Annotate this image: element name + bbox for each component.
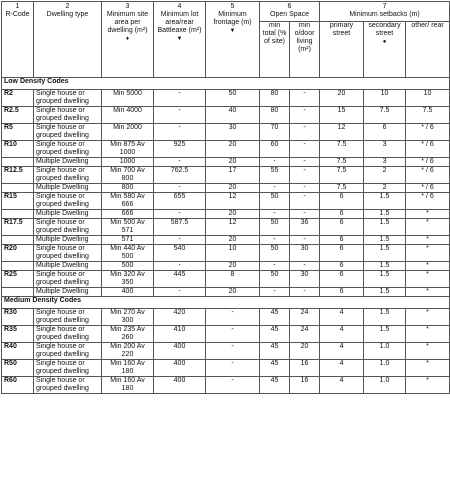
rcode-cell: R2.5 [2,107,34,124]
frontage-cell: 30 [206,124,260,141]
lot-area-cell: - [154,262,206,271]
lot-area-cell: 410 [154,326,206,343]
lot-area-cell: 655 [154,193,206,210]
table-row [2,219,450,236]
site-area-cell: 400 [102,288,154,297]
site-area-cell: 500 [102,262,154,271]
lot-area-cell: 400 [154,360,206,377]
primary-setback-cell: 20 [320,90,364,107]
dwelling-type-cell: Single house or grouped dwelling [34,326,102,343]
lot-area-cell: 445 [154,271,206,288]
table-row [2,107,450,124]
lot-area-cell: 762.5 [154,167,206,184]
rcode-cell [2,236,34,245]
open-space-total-cell: 50 [260,271,290,288]
outdoor-living-cell: 16 [290,377,320,394]
table-row [2,124,450,141]
primary-setback-cell: 6 [320,262,364,271]
rcode-cell: R35 [2,326,34,343]
dwelling-type-cell: Single house or grouped dwelling [34,245,102,262]
secondary-setback-cell: 7.5 [364,107,406,124]
site-area-cell: 1000 [102,158,154,167]
secondary-setback-cell: 1.5 [364,262,406,271]
table-row [2,245,450,262]
secondary-setback-cell: 1.5 [364,236,406,245]
frontage-cell: - [206,343,260,360]
rcode-cell: R40 [2,343,34,360]
primary-setback-cell: 4 [320,377,364,394]
outdoor-living-cell: 30 [290,245,320,262]
header-setbacks: 7 Minimum setbacks (m) [320,2,450,22]
dwelling-type-cell: Multiple Dwelling [34,158,102,167]
outdoor-living-cell: - [290,107,320,124]
header-other-rear: other/ rear [406,22,450,78]
rcode-cell [2,184,34,193]
site-area-cell: 571 [102,236,154,245]
frontage-cell: 12 [206,219,260,236]
open-space-total-cell: 80 [260,90,290,107]
dwelling-type-cell: Single house or grouped dwelling [34,377,102,394]
rcode-cell: R12.5 [2,167,34,184]
secondary-setback-cell: 1.5 [364,219,406,236]
site-area-cell: Min 580 Av 666 [102,193,154,210]
secondary-setback-cell: 1.5 [364,288,406,297]
frontage-cell: 8 [206,271,260,288]
other-setback-cell: * / 6 [406,167,450,184]
secondary-setback-cell: 1.5 [364,326,406,343]
secondary-setback-cell: 1.0 [364,343,406,360]
rcode-cell: R10 [2,141,34,158]
lot-area-cell: 587.5 [154,219,206,236]
secondary-setback-cell: 3 [364,158,406,167]
section-header-row [2,297,450,309]
other-setback-cell: * [406,236,450,245]
lot-area-cell: - [154,158,206,167]
other-setback-cell: * / 6 [406,193,450,210]
primary-setback-cell: 6 [320,210,364,219]
primary-setback-cell: 6 [320,219,364,236]
primary-setback-cell: 6 [320,271,364,288]
frontage-cell: 20 [206,158,260,167]
rcode-cell: R20 [2,245,34,262]
dwelling-type-cell: Multiple Dwelling [34,236,102,245]
lot-area-cell: - [154,236,206,245]
secondary-setback-cell: 3 [364,141,406,158]
open-space-total-cell: 45 [260,377,290,394]
frontage-cell: 10 [206,245,260,262]
table-row [2,167,450,184]
primary-setback-cell: 4 [320,326,364,343]
table-row [2,193,450,210]
outdoor-living-cell: - [290,167,320,184]
header-min-total: min total (% of site) [260,22,290,78]
open-space-total-cell: - [260,288,290,297]
dwelling-type-cell: Multiple Dwelling [34,184,102,193]
site-area-cell: Min 875 Av 1000 [102,141,154,158]
open-space-total-cell: 45 [260,326,290,343]
primary-setback-cell: 12 [320,124,364,141]
site-area-cell: Min 235 Av 260 [102,326,154,343]
header-site-area: 3 Minimum site area per dwelling (m²) ♦ [102,2,154,78]
table-row [2,141,450,158]
open-space-total-cell: 80 [260,107,290,124]
outdoor-living-cell: - [290,124,320,141]
primary-setback-cell: 4 [320,309,364,326]
site-area-cell: 666 [102,210,154,219]
frontage-cell: 40 [206,107,260,124]
rcode-cell: R17.5 [2,219,34,236]
dwelling-type-cell: Single house or grouped dwelling [34,309,102,326]
frontage-cell: 20 [206,210,260,219]
site-area-cell: Min 440 Av 500 [102,245,154,262]
frontage-cell: - [206,360,260,377]
primary-setback-cell: 6 [320,245,364,262]
rcode-cell: R50 [2,360,34,377]
secondary-setback-cell: 1.5 [364,309,406,326]
outdoor-living-cell: - [290,158,320,167]
primary-setback-cell: 6 [320,193,364,210]
dwelling-type-cell: Single house or grouped dwelling [34,107,102,124]
dwelling-type-cell: Single house or grouped dwelling [34,90,102,107]
site-area-cell: Min 5000 [102,90,154,107]
table-row [2,90,450,107]
section-title: Medium Density Codes [2,297,450,309]
other-setback-cell: * [406,309,450,326]
frontage-cell: - [206,309,260,326]
dwelling-type-cell: Single house or grouped dwelling [34,343,102,360]
header-open-space: 6 Open Space [260,2,320,22]
secondary-setback-cell: 2 [364,184,406,193]
table-row [2,236,450,245]
open-space-total-cell: - [260,210,290,219]
lot-area-cell: 400 [154,377,206,394]
rcode-cell [2,288,34,297]
rcode-cell: R5 [2,124,34,141]
dwelling-type-cell: Multiple Dwelling [34,262,102,271]
section-header-row [2,78,450,90]
outdoor-living-cell: - [290,193,320,210]
secondary-setback-cell: 1.5 [364,245,406,262]
primary-setback-cell: 7.5 [320,167,364,184]
site-area-cell: 800 [102,184,154,193]
site-area-cell: Min 500 Av 571 [102,219,154,236]
site-area-cell: Min 160 Av 180 [102,377,154,394]
other-setback-cell: * / 6 [406,158,450,167]
primary-setback-cell: 7.5 [320,158,364,167]
rcode-cell [2,210,34,219]
table-row [2,210,450,219]
lot-area-cell: - [154,288,206,297]
other-setback-cell: * [406,288,450,297]
rcode-cell: R60 [2,377,34,394]
lot-area-cell: - [154,107,206,124]
primary-setback-cell: 6 [320,236,364,245]
other-setback-cell: 7.5 [406,107,450,124]
frontage-cell: 12 [206,193,260,210]
secondary-setback-cell: 1.0 [364,377,406,394]
frontage-cell: - [206,326,260,343]
other-setback-cell: * [406,271,450,288]
primary-setback-cell: 7.5 [320,184,364,193]
lot-area-cell: - [154,184,206,193]
secondary-setback-cell: 1.5 [364,271,406,288]
secondary-setback-cell: 1.5 [364,210,406,219]
diamond-icon: ♦ [125,36,130,42]
other-setback-cell: * [406,360,450,377]
open-space-total-cell: 50 [260,219,290,236]
lot-area-cell: - [154,210,206,219]
primary-setback-cell: 6 [320,288,364,297]
other-setback-cell: * [406,343,450,360]
other-setback-cell: * [406,262,450,271]
frontage-cell: 20 [206,262,260,271]
open-space-total-cell: 50 [260,245,290,262]
rcode-table [1,1,450,394]
header-rcode: 1 R-Code [2,2,34,78]
primary-setback-cell: 7.5 [320,141,364,158]
lot-area-cell: - [154,90,206,107]
secondary-setback-cell: 1.0 [364,360,406,377]
secondary-setback-cell: 10 [364,90,406,107]
other-setback-cell: * / 6 [406,141,450,158]
open-space-total-cell: 45 [260,343,290,360]
dwelling-type-cell: Single house or grouped dwelling [34,124,102,141]
dwelling-type-cell: Multiple Dwelling [34,288,102,297]
table-row [2,360,450,377]
open-space-total-cell: 45 [260,360,290,377]
other-setback-cell: * [406,245,450,262]
dwelling-type-cell: Multiple Dwelling [34,210,102,219]
frontage-cell: 50 [206,90,260,107]
header-secondary-street: secondary street ● [364,22,406,78]
open-space-total-cell: 50 [260,193,290,210]
table-row [2,288,450,297]
outdoor-living-cell: 30 [290,271,320,288]
secondary-setback-cell: 6 [364,124,406,141]
secondary-setback-cell: 2 [364,167,406,184]
table-row [2,262,450,271]
table-row [2,158,450,167]
table-row [2,326,450,343]
rcode-cell [2,158,34,167]
site-area-cell: Min 700 Av 800 [102,167,154,184]
frontage-cell: 20 [206,288,260,297]
frontage-cell: - [206,377,260,394]
frontage-cell: 20 [206,141,260,158]
other-setback-cell: * [406,377,450,394]
header-lot-area: 4 Minimum lot area/rear Battleaxe (m²) ▼ [154,2,206,78]
outdoor-living-cell: 20 [290,343,320,360]
other-setback-cell: * [406,219,450,236]
open-space-total-cell: - [260,184,290,193]
other-setback-cell: * [406,210,450,219]
table-row [2,309,450,326]
open-space-total-cell: - [260,262,290,271]
other-setback-cell: * [406,326,450,343]
section-title: Low Density Codes [2,78,450,90]
site-area-cell: Min 270 Av 300 [102,309,154,326]
outdoor-living-cell: 24 [290,326,320,343]
site-area-cell: Min 4000 [102,107,154,124]
rcode-cell: R30 [2,309,34,326]
outdoor-living-cell: 24 [290,309,320,326]
site-area-cell: Min 2000 [102,124,154,141]
triangle-down-icon: ▼ [229,28,236,34]
other-setback-cell: * / 6 [406,124,450,141]
dwelling-type-cell: Single house or grouped dwelling [34,193,102,210]
table-row [2,377,450,394]
other-setback-cell: * / 6 [406,184,450,193]
frontage-cell: 20 [206,184,260,193]
outdoor-living-cell: - [290,141,320,158]
outdoor-living-cell: - [290,210,320,219]
outdoor-living-cell: - [290,288,320,297]
site-area-cell: Min 320 Av 350 [102,271,154,288]
rcode-cell: R15 [2,193,34,210]
other-setback-cell: 10 [406,90,450,107]
open-space-total-cell: - [260,236,290,245]
table-row [2,343,450,360]
primary-setback-cell: 15 [320,107,364,124]
open-space-total-cell: - [260,158,290,167]
triangle-down-icon: ▼ [176,36,183,42]
lot-area-cell: 400 [154,343,206,360]
header-primary-street: primary street [320,22,364,78]
outdoor-living-cell: - [290,262,320,271]
open-space-total-cell: 45 [260,309,290,326]
outdoor-living-cell: - [290,90,320,107]
dwelling-type-cell: Single house or grouped dwelling [34,219,102,236]
lot-area-cell: - [154,124,206,141]
header-dwelling-type: 2 Dwelling type [34,2,102,78]
site-area-cell: Min 160 Av 180 [102,360,154,377]
primary-setback-cell: 4 [320,360,364,377]
header-frontage: 5 Minimum frontage (m) ▼ [206,2,260,78]
lot-area-cell: 925 [154,141,206,158]
dwelling-type-cell: Single house or grouped dwelling [34,360,102,377]
rcode-cell [2,262,34,271]
open-space-total-cell: 55 [260,167,290,184]
dwelling-type-cell: Single house or grouped dwelling [34,141,102,158]
outdoor-living-cell: 36 [290,219,320,236]
outdoor-living-cell: 16 [290,360,320,377]
table-row [2,184,450,193]
dwelling-type-cell: Single house or grouped dwelling [34,167,102,184]
secondary-setback-cell: 1.5 [364,193,406,210]
site-area-cell: Min 200 Av 220 [102,343,154,360]
lot-area-cell: 420 [154,309,206,326]
primary-setback-cell: 4 [320,343,364,360]
bullet-icon: ● [382,39,387,45]
table-body [2,78,450,394]
rcode-cell: R25 [2,271,34,288]
frontage-cell: 17 [206,167,260,184]
rcode-cell: R2 [2,90,34,107]
open-space-total-cell: 70 [260,124,290,141]
open-space-total-cell: 60 [260,141,290,158]
lot-area-cell: 540 [154,245,206,262]
outdoor-living-cell: - [290,184,320,193]
outdoor-living-cell: - [290,236,320,245]
dwelling-type-cell: Single house or grouped dwelling [34,271,102,288]
header-min-living: min o/door living (m²) [290,22,320,78]
frontage-cell: 20 [206,236,260,245]
table-row [2,271,450,288]
